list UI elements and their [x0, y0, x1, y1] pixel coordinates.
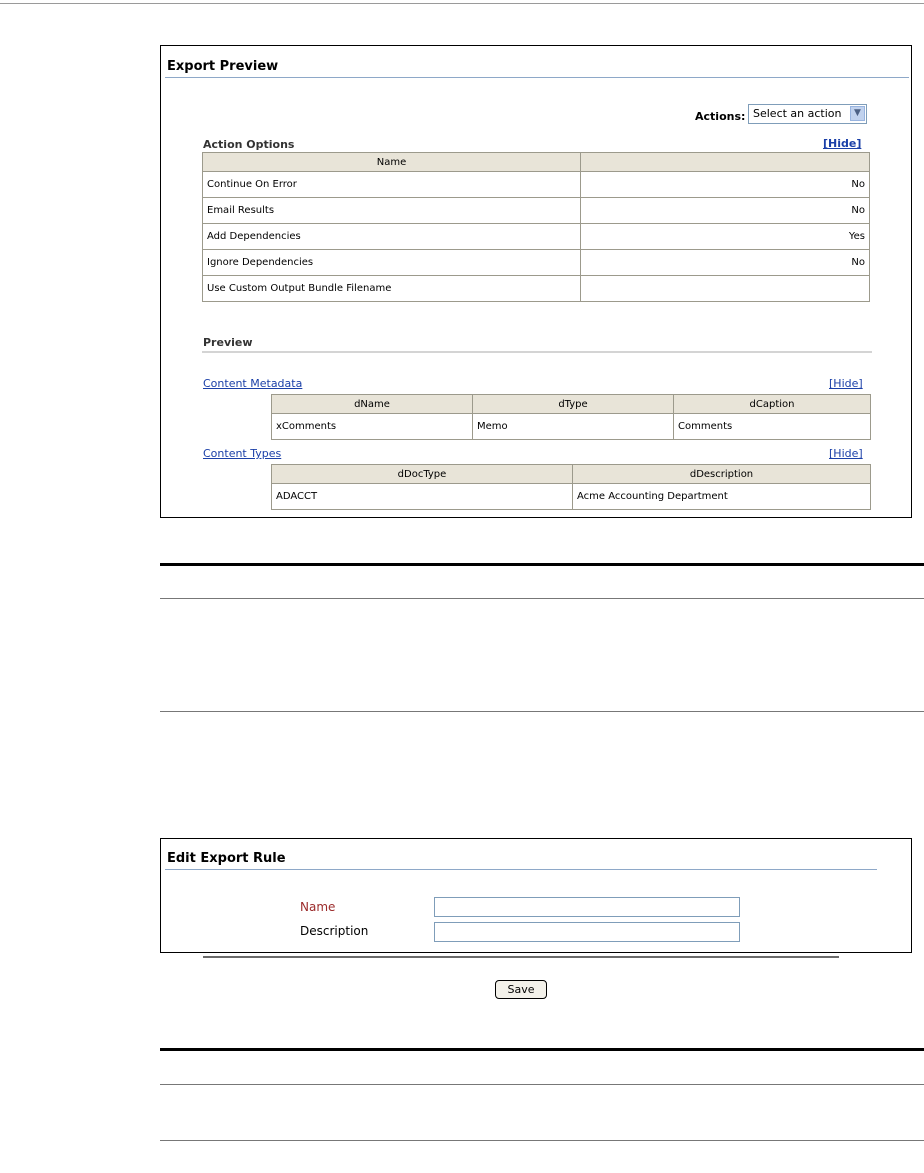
option-name: Add Dependencies — [203, 224, 581, 250]
option-value: No — [581, 172, 870, 198]
table-row — [203, 250, 870, 276]
preview-divider — [202, 351, 872, 353]
chevron-down-icon[interactable]: ▼ — [850, 106, 865, 121]
description-label: Description — [300, 924, 369, 938]
column-header-name: Name — [203, 153, 581, 172]
export-preview-panel — [160, 45, 912, 518]
table-row — [272, 414, 871, 440]
name-field[interactable] — [434, 897, 740, 917]
column-header-dname: dName — [272, 395, 473, 414]
cell-ddoctype: ADACCT — [272, 484, 573, 510]
table-row — [203, 224, 870, 250]
content-types-hide-link[interactable]: [Hide] — [829, 447, 863, 460]
section-rule — [160, 598, 924, 599]
cell-dtype: Memo — [473, 414, 674, 440]
column-header-dcaption: dCaption — [674, 395, 871, 414]
column-header-ddescription: dDescription — [573, 465, 871, 484]
actions-select-value: Select an action — [753, 107, 842, 120]
page-top-rule — [0, 3, 924, 4]
section-rule — [160, 563, 924, 566]
cell-dcaption: Comments — [674, 414, 871, 440]
preview-label: Preview — [203, 336, 253, 349]
option-value — [581, 276, 870, 302]
title-underline — [165, 77, 909, 78]
name-label: Name — [300, 900, 336, 914]
content-types-link[interactable]: Content Types — [203, 447, 282, 460]
action-options-table — [202, 152, 870, 302]
option-name: Continue On Error — [203, 172, 581, 198]
form-divider — [203, 956, 839, 958]
content-metadata-hide-link[interactable]: [Hide] — [829, 377, 863, 390]
table-row — [272, 484, 871, 510]
action-options-label: Action Options — [203, 138, 295, 151]
content-types-table — [271, 464, 871, 510]
cell-ddescription: Acme Accounting Department — [573, 484, 871, 510]
option-value: Yes — [581, 224, 870, 250]
table-row — [203, 276, 870, 302]
actions-select[interactable] — [748, 104, 867, 124]
option-value: No — [581, 198, 870, 224]
panel-title: Export Preview — [167, 59, 279, 74]
section-rule — [160, 711, 924, 712]
option-name: Email Results — [203, 198, 581, 224]
table-row — [203, 172, 870, 198]
edit-export-rule-panel — [160, 838, 912, 996]
actions-label: Actions: — [695, 110, 746, 123]
title-underline — [165, 869, 877, 870]
action-options-hide-link[interactable]: [Hide] — [823, 137, 862, 150]
option-value: No — [581, 250, 870, 276]
column-header-value — [581, 153, 870, 172]
panel-title: Edit Export Rule — [167, 851, 286, 866]
section-rule — [160, 1140, 924, 1141]
content-metadata-link[interactable]: Content Metadata — [203, 377, 303, 390]
section-rule — [160, 1084, 924, 1085]
save-button[interactable]: Save — [495, 980, 547, 999]
content-metadata-table — [271, 394, 871, 440]
column-header-ddoctype: dDocType — [272, 465, 573, 484]
description-field[interactable] — [434, 922, 740, 942]
column-header-dtype: dType — [473, 395, 674, 414]
table-row — [203, 198, 870, 224]
option-name: Use Custom Output Bundle Filename — [203, 276, 581, 302]
option-name: Ignore Dependencies — [203, 250, 581, 276]
section-rule — [160, 1048, 924, 1051]
cell-dname: xComments — [272, 414, 473, 440]
